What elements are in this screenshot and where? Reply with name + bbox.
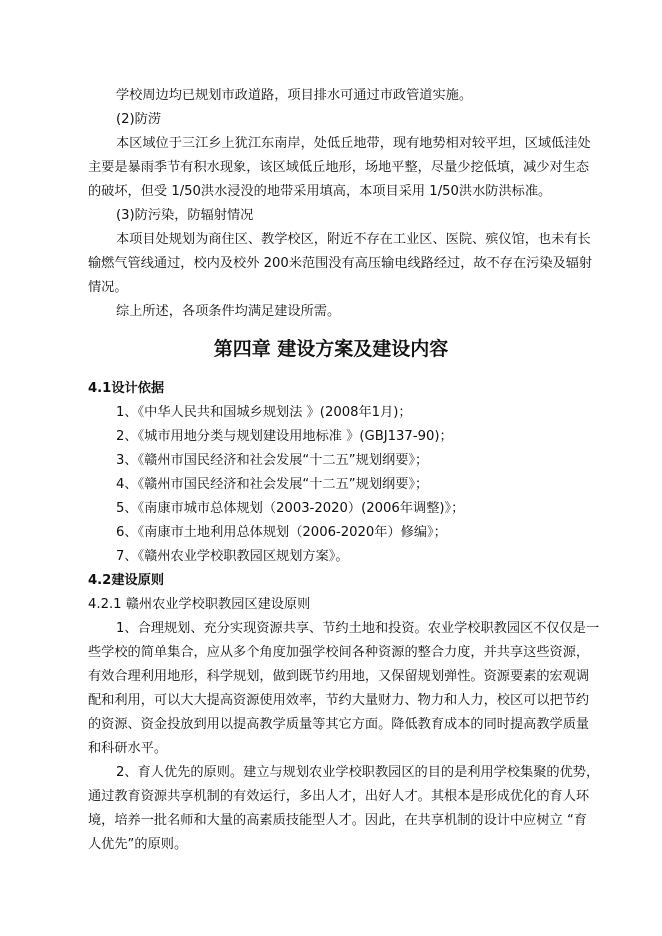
principle2-line: 人优先”的原则。	[88, 837, 188, 852]
principle2-line: 境，培养一批名师和大量的高素质技能型人才。因此，在共享机制的设计中应树立 “育	[88, 813, 587, 828]
basis-item: 2、《城市用地分类与规划建设用地标准 》(GBJ137-90)；	[116, 429, 453, 444]
principle1-line: 1、合理规划、充分实现资源共享、节约土地和投资。农业学校职教园区不仅仅是一	[116, 621, 600, 636]
subsection-heading-4-2-1: 4.2.1 赣州农业学校职教园区建设原则	[88, 597, 311, 612]
principle1-line: 的资源、资金投放到用以提高教学质量等其它方面。降低教育成本的同时提高教学质量	[88, 717, 590, 732]
paragraph-pollution-line: 情况。	[88, 280, 128, 295]
basis-item: 7、《赣州农业学校职教园区规划方案》。	[116, 549, 349, 564]
principle1-line: 配和利用，可以大大提高资源使用效率，节约大量财力、物力和人力，校区可以把节约	[88, 693, 590, 708]
paragraph-flood-line: 本区域位于三江乡上犹江东南岸，处低丘地带，现有地势相对较平坦，区域低洼处	[116, 136, 591, 151]
principle1-line: 和科研水平。	[88, 741, 168, 756]
section-heading-4-2: 4.2建设原则	[88, 573, 165, 588]
basis-item: 3、《赣州市国民经济和社会发展“十二五”规划纲要》；	[116, 453, 429, 468]
chapter-title: 第四章 建设方案及建设内容	[213, 338, 449, 360]
basis-item: 5、《南康市城市总体规划（2003-2020）(2006年调整)》；	[116, 501, 465, 516]
paragraph-drainage: 学校周边均已规划市政道路，项目排水可通过市政管道实施。	[116, 88, 473, 103]
section-heading-4-1: 4.1设计依据	[88, 381, 165, 396]
principle1-line: 有效合理利用地形，科学规划，做到既节约用地，又保留规划弹性。资源要素的宏观调	[88, 669, 590, 684]
principle2-line: 2、育人优先的原则。建立与规划农业学校职教园区的目的是利用学校集聚的优势，	[116, 765, 600, 780]
paragraph-flood-line: 主要是暴雨季节有积水现象，该区域低丘地形，场地平整，尽量少挖低填，减少对生态	[88, 160, 590, 175]
paragraph-pollution-line: 本项目处规划为商住区、教学校区，附近不存在工业区、医院、殡仪馆，也未有长	[116, 232, 591, 247]
paragraph-flood-line: 的破坏，但受 1/50洪水浸没的地带采用填高，本项目采用 1/50洪水防洪标准。	[88, 184, 552, 199]
basis-item: 4、《赣州市国民经济和社会发展“十二五”规划纲要》；	[116, 477, 429, 492]
basis-item: 6、《南康市土地利用总体规划（2006-2020年）修编》；	[116, 525, 447, 540]
basis-item: 1、《中华人民共和国城乡规划法 》(2008年1月)；	[116, 405, 412, 420]
principle2-line: 通过教育资源共享机制的有效运行，多出人才，出好人才。其根本是形成优化的育人环	[88, 789, 590, 804]
paragraph-summary: 综上所述，各项条件均满足建设所需。	[116, 304, 341, 319]
paragraph-pollution-line: 输燃气管线通过，校内及校外 200米范围没有高压输电线路经过，故不存在污染及辐射	[88, 256, 593, 271]
principle1-line: 些学校的简单集合，应从多个角度加强学校间各种资源的整合力度，并共享这些资源，	[88, 645, 590, 660]
heading-pollution: (3)防污染，防辐射情况	[116, 208, 254, 223]
heading-flood-control: (2)防涝	[116, 112, 162, 127]
